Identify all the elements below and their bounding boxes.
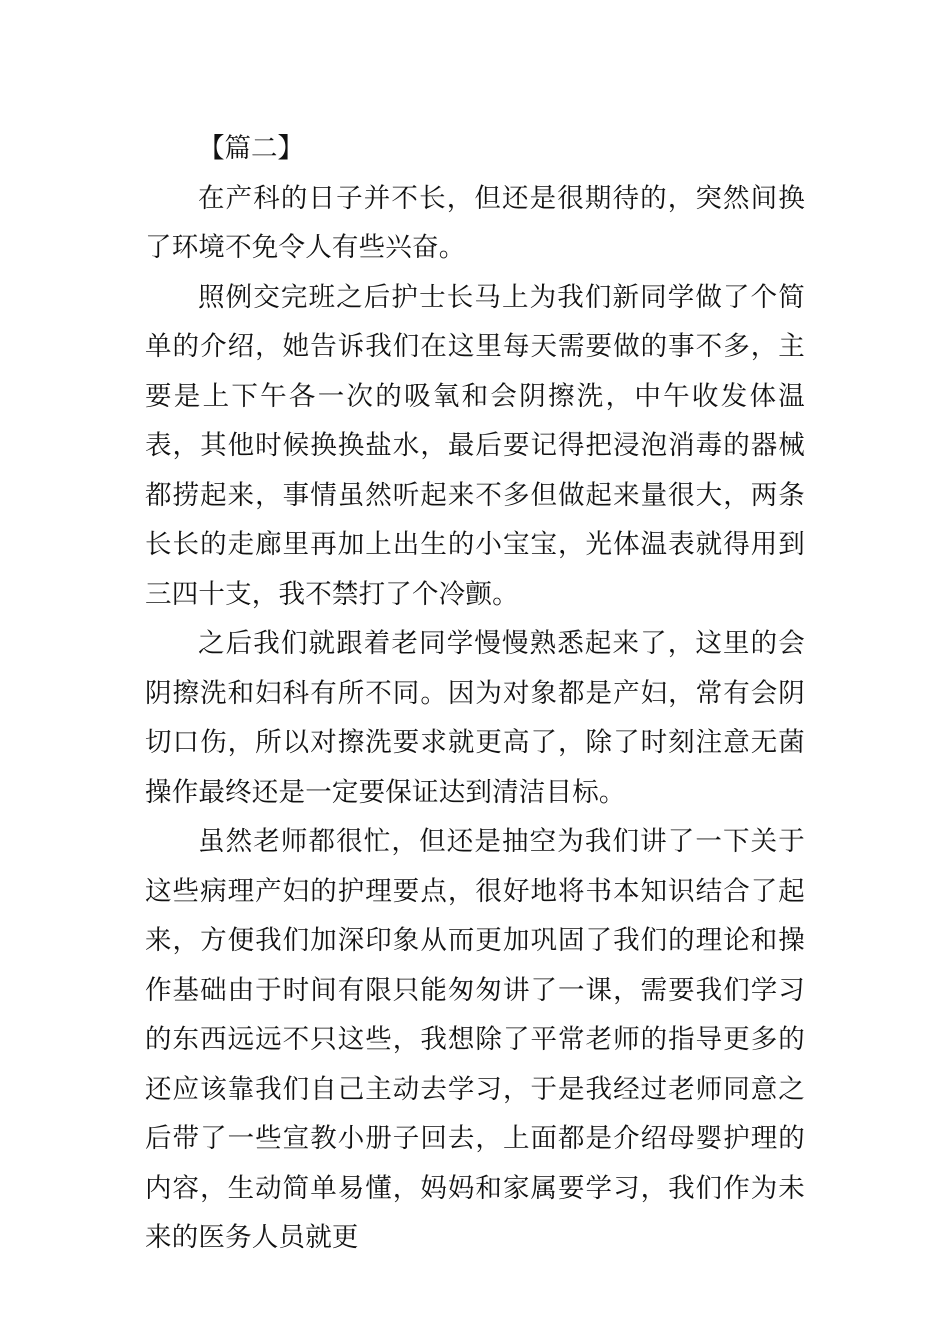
paragraph-2: 照例交完班之后护士长马上为我们新同学做了个简单的介绍，她告诉我们在这里每天需要做的事不多，主要是上下午各一次的吸氧和会阴擦洗，中午收发体温表，其他时候换换盐水，最后要记得把浸泡消毒的器械都捞起来，事情虽然听起来不多但做起来量很大，两条长长的走廊里再加上出生的小宝宝，光体温表就得用到三四十支，我不禁打了个冷颤。: [145, 281, 805, 610]
document-body: [145, 124, 805, 1263]
paragraph-1: 在产科的日子并不长，但还是很期待的，突然间换了环境不免令人有些兴奋。: [145, 182, 805, 263]
paragraph-4: 虽然老师都很忙，但还是抽空为我们讲了一下关于这些病理产妇的护理要点，很好地将书本知识结合了起来，方便我们加深印象从而更加巩固了我们的理论和操作基础由于时间有限只能匆匆讲了一课，需要我们学习的东西远远不只这些，我想除了平常老师的指导更多的还应该靠我们自己主动去学习，于是我经过老师同意之后带了一些宣教小册子回去，上面都是介绍母婴护理的内容，生动简单易懂，妈妈和家属要学习，我们作为未来的医务人员就更: [145, 826, 805, 1253]
section-heading: 【篇二】: [198, 133, 304, 164]
paragraph-3: 之后我们就跟着老同学慢慢熟悉起来了，这里的会阴擦洗和妇科有所不同。因为对象都是产妇，常有会阴切口伤，所以对擦洗要求就更高了，除了时刻注意无菌操作最终还是一定要保证达到清洁目标。: [145, 628, 805, 808]
